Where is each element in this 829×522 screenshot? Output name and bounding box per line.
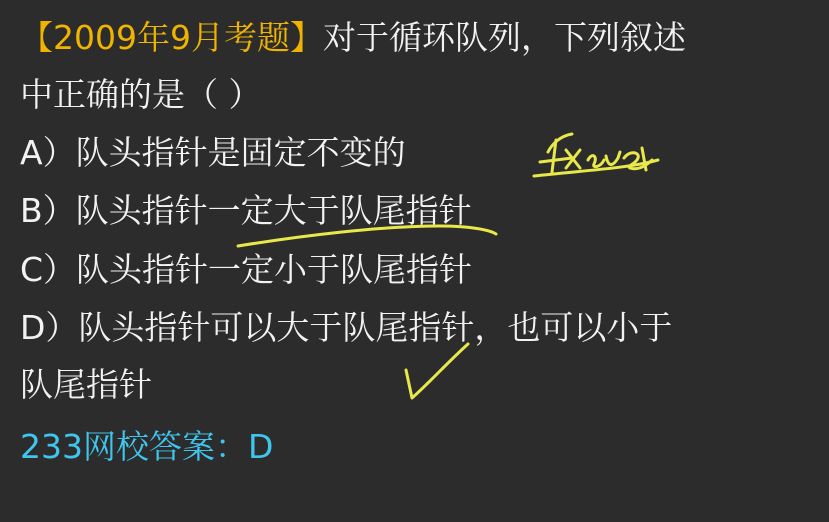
question-tag: 【2009年9月考题】 [20,18,323,57]
handwritten-fixed-note [534,134,658,176]
question-stem-1: 对于循环队列，下列叙述 [322,18,686,57]
option-b: B）队头指针一定大于队尾指针 [20,191,472,230]
option-d-line-2: 队尾指针 [20,365,152,404]
question-stem-2: 中正确的是（ ） [20,75,262,114]
option-c: C）队头指针一定小于队尾指针 [20,250,473,289]
option-d-line-1: D）队头指针可以大于队尾指针，也可以小于 [20,308,673,347]
question-line-1 [20,18,686,58]
option-a: A）队头指针是固定不变的 [20,133,406,172]
check-mark-icon [406,344,468,398]
answer-text: 233网校答案：D [20,427,274,466]
